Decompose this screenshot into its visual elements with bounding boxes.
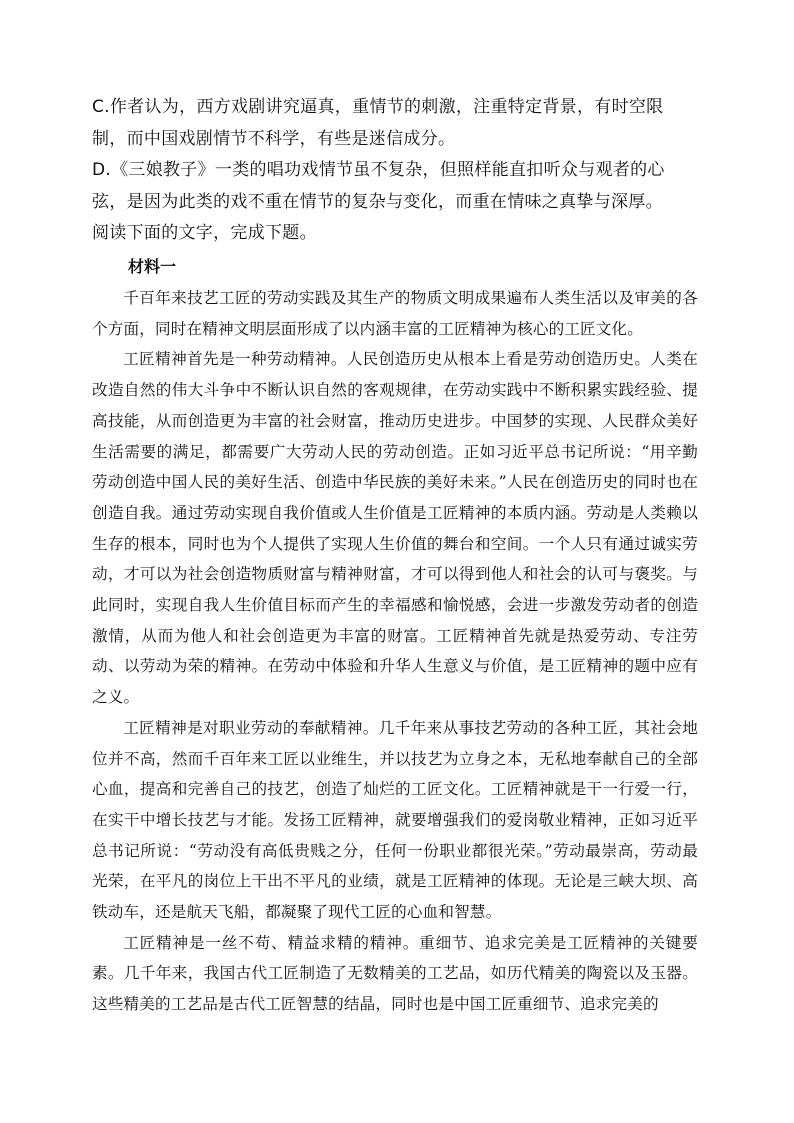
option-d: D.《三娘教子》一类的唱功戏情节虽不复杂，但照样能直扣听众与观者的心弦，是因为此类的戏不重在情节的复杂与变化，而重在情味之真挚与深厚。 xyxy=(92,160,665,212)
option-c: C.作者认为，西方戏剧讲究逼真，重情节的刺激，注重特定背景，有时空限制，而中国戏剧情节不科学，有些是迷信成分。 xyxy=(92,97,664,149)
reading-instruction: 阅读下面的文字，完成下题。 xyxy=(92,223,317,243)
paragraph: 工匠精神是对职业劳动的奉献精神。几千年来从事技艺劳动的各种工匠，其社会地位并不高，然而千百年来工匠以业维生，并以技艺为立身之本，无私地奉献自己的全部心血，提高和完善自己的技艺，创造了灿烂的工匠文化。工匠精神就是干一行爱一行，在实干中增长技艺与才能。发扬工匠精神，就要增强我们的爱岗敬业精神，正如习近平总书记所说：“劳动没有高低贵贱之分，任何一份职业都很光荣。”劳动最崇高，劳动最光荣，在平凡的岗位上干出不平凡的业绩，就是工匠精神的体现。无论是三峡大坝、高铁动车，还是航天飞船，都凝聚了现代工匠的心血和智慧。 xyxy=(92,718,698,922)
material-body xyxy=(92,283,698,1020)
paragraph: 千百年来技艺工匠的劳动实践及其生产的物质文明成果遍布人类生活以及审美的各个方面，同时在精神文明层面形成了以内涵丰富的工匠精神为核心的工匠文化。 xyxy=(92,289,698,338)
paragraph: 工匠精神首先是一种劳动精神。人民创造历史从根本上看是劳动创造历史。人类在改造自然的伟大斗争中不断认识自然的客观规律，在劳动实践中不断积累实践经验、提高技能，从而创造更为丰富的社会财富，推动历史进步。中国梦的实现、人民群众美好生活需要的满足，都需要广大劳动人民的劳动创造。正如习近平总书记所说：“用辛勤劳动创造中国人民的美好生活、创造中华民族的美好未来。”人民在创造历史的同时也在创造自我。通过劳动实现自我价值或人生价值是工匠精神的本质内涵。劳动是人类赖以生存的根本，同时也为个人提供了实现人生价值的舞台和空间。一个人只有通过诚实劳动，才可以为社会创造物质财富与精神财富，才可以得到他人和社会的认可与褒奖。与此同时，实现自我人生价值目标而产生的幸福感和愉悦感，会进一步激发劳动者的创造激情，从而为他人和社会创造更为丰富的财富。工匠精神首先就是热爱劳动、专注劳动、以劳动为荣的精神。在劳动中体验和升华人生意义与价值，是工匠精神的题中应有之义。 xyxy=(92,350,698,707)
paragraph: 工匠精神是一丝不苟、精益求精的精神。重细节、追求完美是工匠精神的关键要素。几千年来，我国古代工匠制造了无数精美的工艺品，如历代精美的陶瓷以及玉器。这些精美的工艺品是古代工匠智慧的结晶，同时也是中国工匠重细节、追求完美的 xyxy=(92,933,698,1014)
material-title: 材料一 xyxy=(128,257,177,276)
